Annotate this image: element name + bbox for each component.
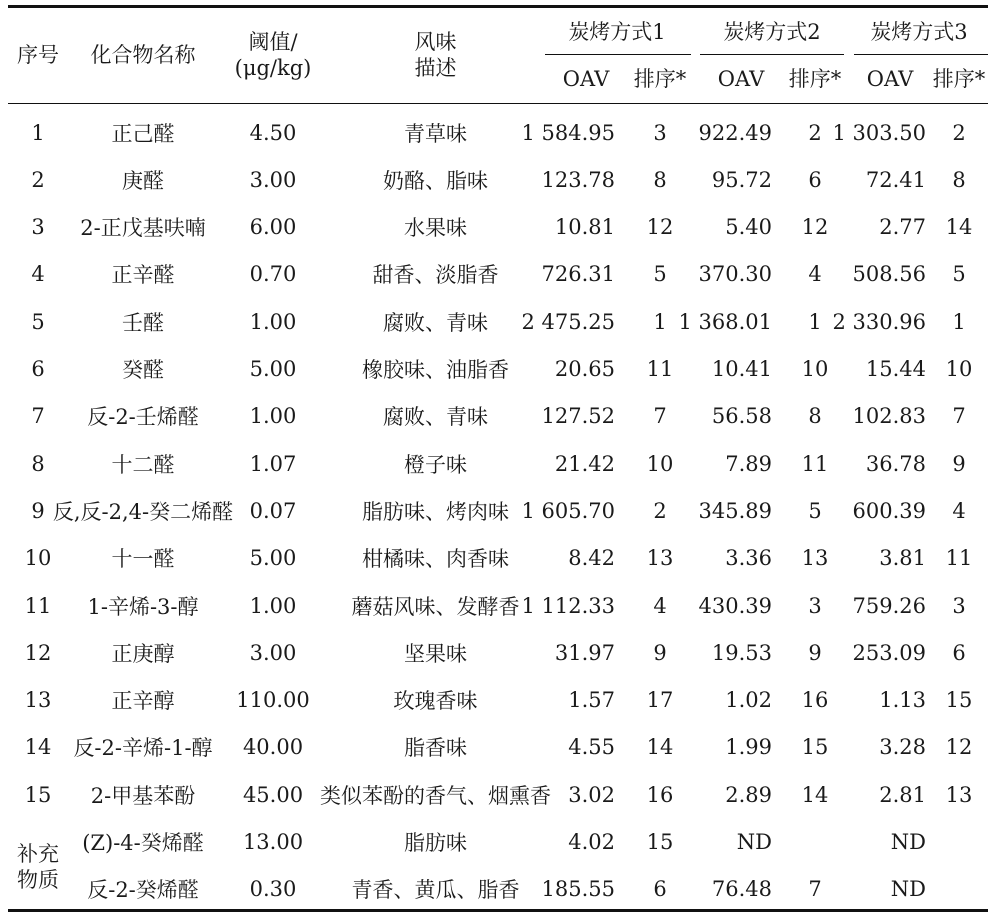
- cell-seq: 8: [31, 451, 45, 476]
- cell-oav3: 1 303.50: [832, 120, 926, 145]
- cell-name: 正辛醛: [111, 263, 175, 288]
- cell-oav3: 759.26: [852, 593, 926, 618]
- cell-flavor: 类似苯酚的香气、烟熏香: [320, 783, 551, 808]
- cell-oav2: 3.36: [725, 546, 772, 571]
- cell-oav3: 72.41: [865, 167, 926, 192]
- cell-threshold: 3.00: [249, 640, 297, 665]
- header-flavor: [328, 8, 543, 102]
- cell-seq: 9: [31, 498, 45, 523]
- cell-seq: 6: [31, 357, 45, 381]
- cell-flavor: 柑橘味、肉香味: [362, 547, 509, 572]
- cell-oav2: 56.58: [711, 404, 772, 429]
- header-threshold-line2: (μg/kg): [234, 56, 312, 80]
- cell-oav1: 726.31: [541, 262, 615, 287]
- cell-name: 反-2-辛烯-1-醇: [73, 736, 213, 761]
- cell-rank1: 5: [653, 262, 667, 287]
- cell-rank1: 11: [646, 357, 674, 381]
- cell-rank2: 6: [808, 167, 822, 192]
- header-method2: 炭烤方式2: [723, 20, 821, 44]
- cell-oav2: 2.89: [725, 782, 772, 807]
- cell-flavor: 橡胶味、油脂香: [362, 358, 509, 382]
- cell-rank3: 5: [952, 262, 966, 287]
- cell-rank2: 3: [808, 593, 822, 618]
- cell-seq: 2: [31, 167, 45, 192]
- cell-name: (Z)-4-癸烯醛: [82, 831, 204, 855]
- cell-rank1: 12: [646, 215, 674, 240]
- cell-rank3: [930, 819, 988, 866]
- cell-rank2: 15: [801, 735, 829, 760]
- cell-flavor: 脂肪味、烤肉味: [362, 499, 509, 524]
- cell-flavor: 坚果味: [404, 641, 467, 666]
- cell-oav2: 7.89: [725, 451, 772, 476]
- cell-oav2: 1 368.01: [678, 309, 772, 334]
- cell-flavor: 青草味: [404, 121, 467, 146]
- cell-seq: 3: [31, 215, 45, 240]
- cell-rank2: [784, 819, 846, 866]
- cell-name: 正庚醇: [111, 641, 175, 666]
- cell-name: 正己醛: [111, 121, 175, 146]
- cell-oav2: 370.30: [698, 262, 772, 287]
- cell-oav2: 95.72: [711, 167, 772, 192]
- cell-threshold: 40.00: [242, 735, 304, 760]
- cell-flavor: 橙子味: [404, 452, 467, 477]
- cell-rank1: 1: [653, 309, 667, 334]
- cell-flavor: 水果味: [404, 216, 467, 241]
- cell-flavor: 腐败、青味: [383, 310, 488, 335]
- cell-oav2: 345.89: [698, 498, 772, 523]
- cell-oav2: 1.02: [725, 688, 772, 713]
- header-name: 化合物名称: [90, 43, 196, 67]
- cell-oav3: 600.39: [852, 498, 926, 523]
- cell-rank3: 13: [945, 782, 973, 807]
- cell-name: 2-甲基苯酚: [90, 783, 196, 808]
- cell-rank1: 14: [646, 735, 674, 760]
- cell-rank3: 8: [952, 167, 966, 192]
- header-method3: 炭烤方式3: [870, 20, 968, 44]
- cell-rank3: 14: [945, 215, 973, 240]
- header-oav3: OAV: [866, 67, 914, 91]
- cell-rank1: 16: [646, 782, 674, 807]
- cell-oav3: 2.77: [879, 215, 926, 240]
- cell-rank3: 6: [952, 640, 966, 665]
- cell-oav3: 102.83: [852, 404, 926, 429]
- header-rule: [8, 103, 988, 104]
- cell-seq: 7: [31, 404, 45, 429]
- header-oav1: OAV: [562, 67, 610, 91]
- cell-name: 1-辛烯-3-醇: [87, 594, 199, 619]
- cell-oav3: 1.13: [879, 688, 926, 713]
- cell-seq: 4: [31, 262, 45, 287]
- supplement-label-line1: 补充: [17, 842, 59, 866]
- cell-oav1: 1 584.95: [521, 120, 615, 145]
- header-seq: 序号: [17, 43, 59, 67]
- cell-oav1: 4.55: [568, 735, 615, 760]
- cell-flavor: 青香、黄瓜、脂香: [351, 878, 520, 903]
- cell-rank3: 1: [952, 309, 966, 334]
- cell-threshold: 5.00: [249, 357, 297, 381]
- header-threshold-line1: 阈值/: [248, 30, 298, 54]
- method2-underline: [700, 54, 844, 55]
- cell-seq: 1: [31, 120, 45, 145]
- cell-rank3: 3: [952, 593, 966, 618]
- cell-oav1: 1 605.70: [521, 498, 615, 523]
- cell-rank1: 9: [653, 640, 667, 665]
- cell-oav1: 4.02: [568, 830, 615, 854]
- cell-rank2: 14: [801, 782, 829, 807]
- cell-oav1: 185.55: [541, 877, 615, 902]
- cell-threshold: 1.00: [249, 309, 297, 334]
- cell-oav2: 5.40: [725, 215, 772, 240]
- cell-seq: 10: [24, 546, 52, 571]
- header-flavor-line2: 描述: [414, 56, 457, 80]
- header-flavor-line1: 风味: [414, 30, 457, 54]
- method3-underline: [854, 54, 988, 55]
- cell-seq: 14: [24, 735, 52, 760]
- cell-flavor: 蘑菇风味、发酵香: [351, 594, 520, 619]
- cell-flavor: 玫瑰香味: [393, 689, 478, 714]
- cell-flavor: 甜香、淡脂香: [372, 263, 499, 288]
- cell-name: 反,反-2,4-癸二烯醛: [52, 499, 234, 524]
- cell-rank2: 4: [808, 262, 822, 287]
- cell-threshold: 0.30: [249, 877, 297, 902]
- cell-threshold: 110.00: [236, 688, 310, 713]
- cell-name: 壬醛: [122, 310, 164, 335]
- cell-threshold: 1.00: [249, 404, 297, 429]
- cell-name: 庚醛: [122, 168, 164, 193]
- cell-oav1: 31.97: [554, 640, 615, 665]
- cell-oav3: 508.56: [852, 262, 926, 287]
- cell-flavor: 奶酪、脂味: [383, 168, 488, 193]
- cell-oav3: 15.44: [865, 357, 926, 381]
- header-rank3: 排序*: [932, 67, 986, 91]
- cell-threshold: 3.00: [249, 167, 297, 192]
- cell-rank3: 4: [952, 498, 966, 523]
- cell-oav2: 76.48: [711, 877, 772, 902]
- cell-name: 2-正戊基呋喃: [80, 216, 206, 241]
- cell-oav3: 36.78: [865, 451, 926, 476]
- method1-underline: [545, 54, 691, 55]
- cell-rank3: 15: [945, 688, 973, 713]
- cell-rank3: 11: [945, 546, 973, 571]
- bottom-rule: [8, 909, 988, 912]
- cell-rank1: 8: [653, 167, 667, 192]
- cell-flavor: 腐败、青味: [383, 405, 488, 430]
- cell-rank1: 17: [646, 688, 674, 713]
- cell-oav3: 2.81: [879, 782, 926, 807]
- cell-oav1: 127.52: [541, 404, 615, 429]
- header-rank1: 排序*: [633, 67, 687, 91]
- cell-flavor: 脂香味: [404, 736, 467, 761]
- cell-rank2: 8: [808, 404, 822, 429]
- cell-oav2: 19.53: [711, 640, 772, 665]
- cell-oav3: ND: [890, 830, 926, 854]
- cell-rank2: 1: [808, 309, 822, 334]
- cell-oav2: 922.49: [698, 120, 772, 145]
- cell-oav2: ND: [736, 830, 772, 854]
- header-rank2: 排序*: [788, 67, 842, 91]
- cell-name: 正辛醇: [111, 689, 175, 714]
- cell-rank1: 6: [653, 877, 667, 902]
- cell-oav1: 1 112.33: [521, 593, 615, 618]
- cell-rank1: 10: [646, 451, 674, 476]
- cell-rank3: 12: [945, 735, 973, 760]
- cell-seq: 12: [24, 640, 52, 665]
- cell-rank2: 9: [808, 640, 822, 665]
- cell-threshold: 6.00: [249, 215, 297, 240]
- cell-rank3: 7: [952, 404, 966, 429]
- cell-name: 反-2-壬烯醛: [87, 405, 199, 430]
- cell-name: 十二醛: [111, 452, 175, 477]
- cell-rank1: 13: [646, 546, 674, 571]
- cell-seq: 15: [24, 782, 52, 807]
- cell-oav1: 8.42: [568, 546, 615, 571]
- cell-threshold: 13.00: [242, 830, 304, 854]
- cell-rank1: 3: [653, 120, 667, 145]
- cell-flavor: 脂肪味: [404, 831, 467, 855]
- cell-oav1: 10.81: [554, 215, 615, 240]
- cell-threshold: 0.07: [249, 498, 297, 523]
- header-threshold: [218, 8, 328, 102]
- cell-threshold: 45.00: [242, 782, 304, 807]
- cell-oav3: 253.09: [852, 640, 926, 665]
- cell-oav1: 2 475.25: [521, 309, 615, 334]
- cell-name: 癸醛: [122, 358, 164, 382]
- cell-rank2: 7: [808, 877, 822, 902]
- cell-rank2: 16: [801, 688, 829, 713]
- cell-threshold: 4.50: [249, 120, 297, 145]
- cell-name: 反-2-癸烯醛: [87, 878, 199, 903]
- cell-rank2: 2: [808, 120, 822, 145]
- cell-oav3: 3.81: [879, 546, 926, 571]
- cell-threshold: 1.00: [249, 593, 297, 618]
- cell-threshold: 5.00: [249, 546, 297, 571]
- cell-rank2: 5: [808, 498, 822, 523]
- cell-rank3: 10: [945, 357, 973, 381]
- cell-threshold: 1.07: [249, 451, 297, 476]
- header-method1: 炭烤方式1: [568, 20, 666, 44]
- cell-rank2: 11: [801, 451, 829, 476]
- cell-rank1: 2: [653, 498, 667, 523]
- cell-rank3: 2: [952, 120, 966, 145]
- cell-rank1: 7: [653, 404, 667, 429]
- cell-oav1: 21.42: [554, 451, 615, 476]
- cell-oav3: ND: [890, 877, 926, 902]
- cell-rank3: 9: [952, 451, 966, 476]
- cell-rank2: 13: [801, 546, 829, 571]
- supplement-label: [8, 820, 68, 914]
- cell-rank2: 10: [801, 357, 829, 381]
- cell-oav1: 3.02: [568, 782, 615, 807]
- cell-seq: 13: [24, 688, 52, 713]
- cell-rank3: [930, 866, 988, 913]
- cell-oav2: 10.41: [711, 357, 772, 381]
- cell-name: 十一醛: [111, 547, 175, 572]
- cell-oav3: 3.28: [879, 735, 926, 760]
- cell-oav2: 1.99: [725, 735, 772, 760]
- header-oav2: OAV: [717, 67, 765, 91]
- cell-threshold: 0.70: [249, 262, 297, 287]
- cell-oav1: 1.57: [568, 688, 615, 713]
- cell-oav2: 430.39: [698, 593, 772, 618]
- cell-oav3: 2 330.96: [832, 309, 926, 334]
- cell-rank1: 4: [653, 593, 667, 618]
- cell-seq: 5: [31, 309, 45, 334]
- cell-seq: 11: [24, 593, 52, 618]
- cell-oav1: 20.65: [554, 357, 615, 381]
- cell-oav1: 123.78: [541, 167, 615, 192]
- cell-rank2: 12: [801, 215, 829, 240]
- supplement-label-line2: 物质: [17, 868, 59, 892]
- cell-rank1: 15: [646, 830, 674, 854]
